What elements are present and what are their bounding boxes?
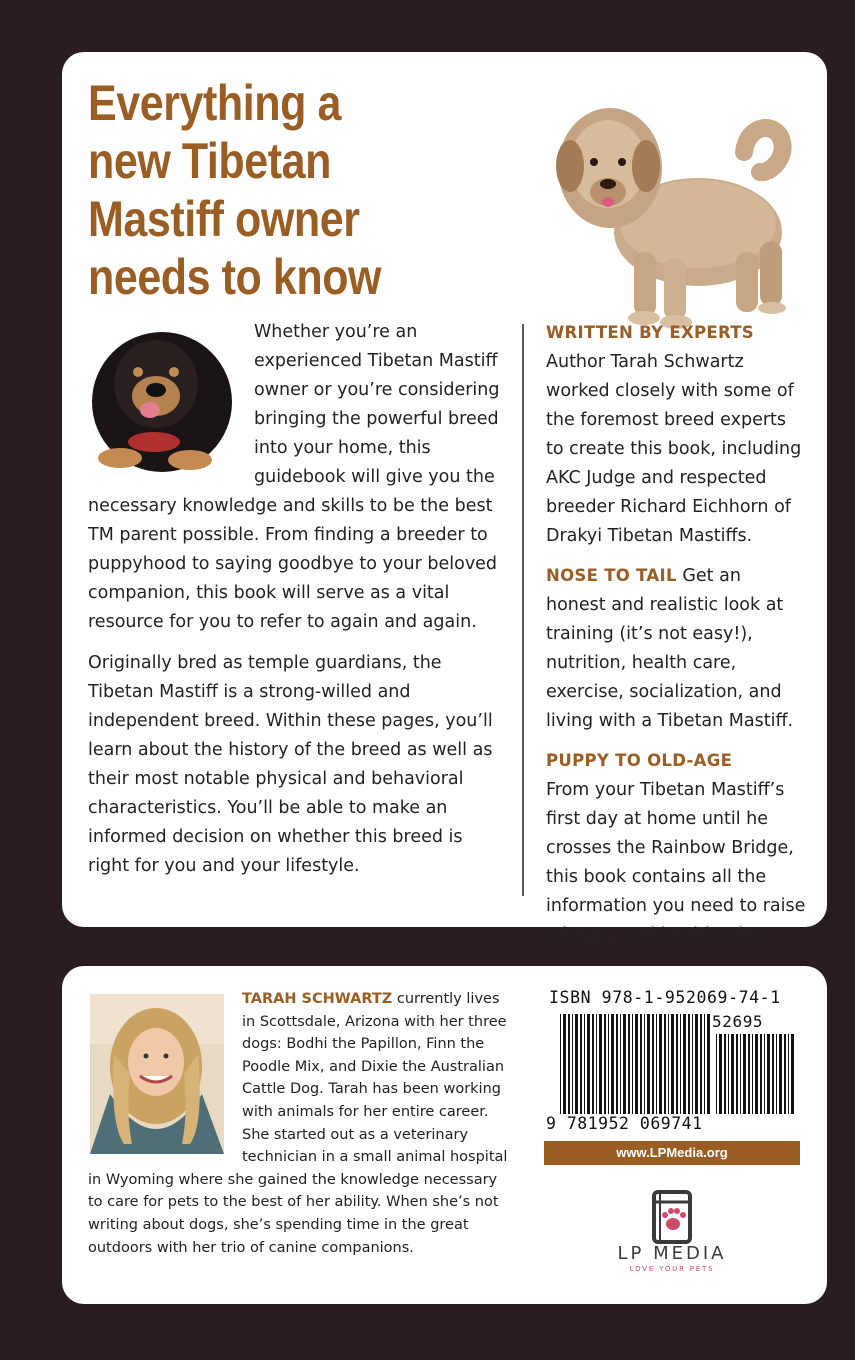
barcode-bar (671, 1014, 674, 1114)
barcode-bar (772, 1034, 774, 1114)
barcode-bar (632, 1014, 633, 1114)
feature-text: Get an honest and realistic look at training (it’s not easy!), nutrition, health care, exercise, socialization, and living with a Tibetan Mastiff. (546, 566, 794, 731)
barcode-bar (592, 1014, 594, 1114)
barcode-image (560, 1014, 710, 1114)
barcode-bar (680, 1014, 681, 1114)
column-divider (522, 324, 524, 896)
barcode-bar (692, 1014, 693, 1114)
barcode-bar (563, 1014, 566, 1114)
barcode-bar (652, 1014, 654, 1114)
barcode-bar (659, 1014, 662, 1114)
barcode-bar (719, 1034, 722, 1114)
barcode-bar (568, 1014, 570, 1114)
barcode-bar (724, 1034, 726, 1114)
barcode-bar (688, 1014, 690, 1114)
photo-spacer (88, 988, 242, 1164)
cover-top-panel (62, 52, 827, 945)
barcode-bar (791, 1034, 794, 1114)
feature-block (546, 318, 806, 551)
barcode-bar (707, 1014, 710, 1114)
barcode-bar (620, 1014, 621, 1114)
barcode-bar (683, 1014, 686, 1114)
intro-column (88, 318, 508, 881)
description-paragraph: Originally bred as temple guardians, the Tibetan Mastiff is a strong-willed and independent breed. Within these pages, you’ll learn about the history of the breed as well as their most notable physical and behavioral characteristics. You’ll be able to make an informed decision on whether this breed is right for you and your lifestyle. (88, 653, 493, 876)
isbn-label: ISBN 978-1-952069-74-1 (549, 988, 781, 1007)
barcode-bar (604, 1014, 606, 1114)
publisher-name: LP MEDIA (617, 1243, 727, 1264)
barcode-bar (776, 1034, 777, 1114)
feature-block (546, 561, 806, 736)
barcode-bar (560, 1014, 561, 1114)
barcode-bar (748, 1034, 750, 1114)
publisher-tagline: LOVE YOUR PETS (629, 1265, 715, 1273)
barcode-bar (611, 1014, 614, 1114)
price-barcode-image (716, 1034, 796, 1114)
barcode-bar (736, 1034, 738, 1114)
barcode-bar (779, 1034, 782, 1114)
barcode-bar (640, 1014, 642, 1114)
barcode-bar (599, 1014, 602, 1114)
barcode-bar (760, 1034, 762, 1114)
barcode-bar (580, 1014, 582, 1114)
price-code: 52695 (712, 1012, 764, 1031)
barcode-bar (584, 1014, 585, 1114)
feature-text: Author Tarah Schwartz worked closely with some of the foremost breed experts to create this book, including AKC Judge and respected breeder Richard Eichhorn of Drakyi Tibetan Mastiffs. (546, 352, 802, 546)
barcode-bar (767, 1034, 770, 1114)
barcode-bar (784, 1034, 786, 1114)
barcode-bar (644, 1014, 645, 1114)
headline-line: Everything a (88, 75, 341, 131)
feature-heading: WRITTEN BY EXPERTS (546, 323, 754, 342)
barcode-bar (731, 1034, 734, 1114)
barcode-bar (628, 1014, 630, 1114)
image-spacer (88, 318, 254, 488)
barcode-digits: 9 781952 069741 (546, 1114, 703, 1133)
barcode-bar (695, 1014, 698, 1114)
feature-heading: PUPPY TO OLD-AGE (546, 751, 733, 770)
headline-line: Mastiff owner (88, 191, 360, 247)
headline-line: new Tibetan (88, 133, 331, 189)
barcode-bar (740, 1034, 741, 1114)
barcode-bar (716, 1034, 717, 1114)
barcode-bar (616, 1014, 618, 1114)
barcode-bar (704, 1014, 705, 1114)
barcode-bar (608, 1014, 609, 1114)
headline (88, 74, 432, 306)
feature-heading: NOSE TO TAIL (546, 566, 677, 585)
headline-line: needs to know (88, 249, 382, 305)
barcode-bar (596, 1014, 597, 1114)
barcode-bar (743, 1034, 746, 1114)
barcode-bar (587, 1014, 590, 1114)
author-bio-text: currently lives in Scottsdale, Arizona with her three dogs: Bodhi the Papillon, Finn the Poodle Mix, and Dixie the Australian Cattle Dog. Tarah has been working with animals for her entire career. She started out as a veterinary technician in a small animal hospital in Wyoming where she gained the knowledge necessary to care for pets to the best of her ability. When she’s not writing about dogs, she’s spending time in the great outdoors with her trio of canine companions. (88, 991, 508, 1256)
feature-text: From your Tibetan Mastiff’s first day at home until he crosses the Rainbow Bridge, this book contains all the information you need to raise a happy and healthy dog. (546, 780, 806, 945)
barcode-bar (668, 1014, 669, 1114)
barcode-bar (700, 1014, 702, 1114)
author-bio (88, 988, 508, 1259)
barcode-bar (664, 1014, 666, 1114)
barcode-bar (728, 1034, 729, 1114)
barcode-bar (572, 1014, 573, 1114)
author-name: TARAH SCHWARTZ (242, 991, 393, 1007)
barcode-bar (788, 1034, 789, 1114)
barcode-bar (676, 1014, 678, 1114)
puppy-image (548, 92, 808, 332)
intro-paragraph: Whether you’re an experienced Tibetan Mastiff owner or you’re considering bringing the powerful breed into your home, this guidebook will give you the necessary knowledge and skills to be the best TM parent possible. From finding a breeder to puppyhood to saying goodbye to your beloved companion, this book will serve as a vital resource for you to refer to again and again. (88, 322, 500, 632)
publisher-url: www.LPMedia.org (544, 1141, 800, 1165)
barcode-bar (647, 1014, 650, 1114)
barcode-bar (752, 1034, 753, 1114)
features-column (546, 318, 806, 960)
barcode-bar (656, 1014, 657, 1114)
barcode-bar (635, 1014, 638, 1114)
barcode-bar (623, 1014, 626, 1114)
barcode-bar (764, 1034, 765, 1114)
cover-bottom-panel (62, 966, 827, 1304)
feature-block (546, 746, 806, 950)
barcode-bar (755, 1034, 758, 1114)
barcode-bar (575, 1014, 578, 1114)
